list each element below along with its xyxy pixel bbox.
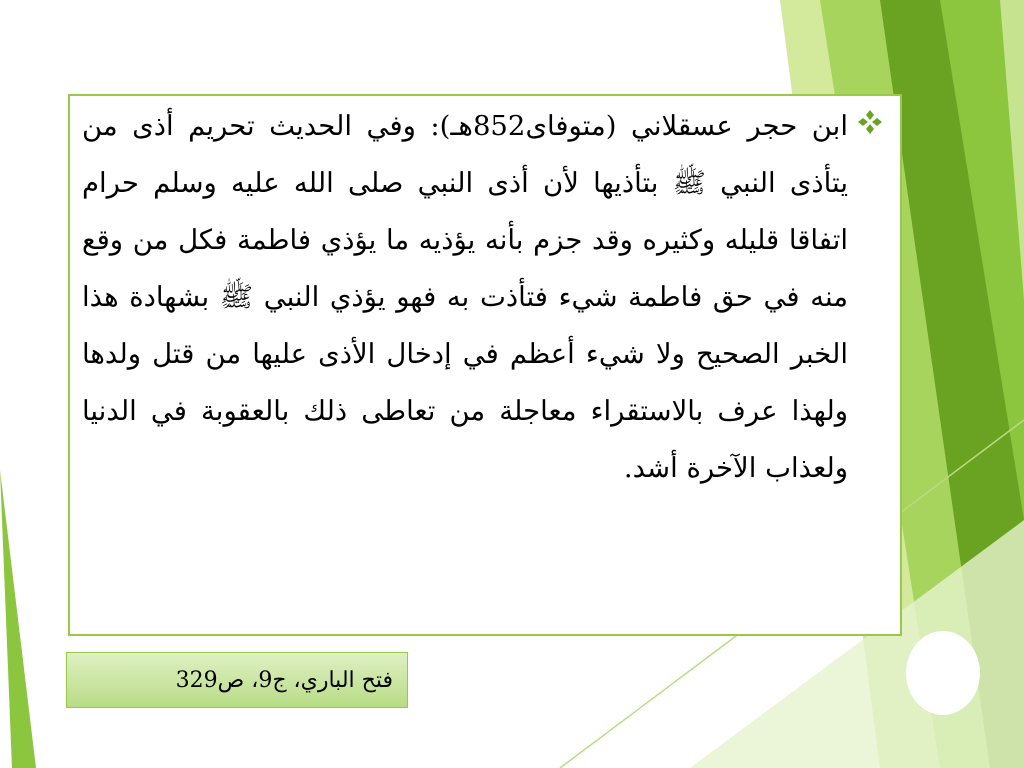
decorative-circle xyxy=(906,631,980,715)
reference-text: فتح الباري، ج9، ص329 xyxy=(175,667,393,693)
diamond-bullet-icon xyxy=(856,108,884,136)
content-box xyxy=(68,94,902,636)
bullet-item xyxy=(82,98,884,497)
body-paragraph: ابن حجر عسقلاني (متوفاى852هـ): وفي الحديث تحريم أذى من يتأذى النبي ﷺ بتأذيها لأن أذى النبي صلى الله عليه وسلم حرام اتفاقا قليله وكثيره وقد جزم بأنه يؤذيه ما يؤذي فاطمة فكل من وقع منه في حق فاطمة شيء فتأذت به فهو يؤذي النبي ﷺ بشهادة هذا الخبر الصحيح ولا شيء أعظم في إدخال الأذى عليها من قتل ولدها ولهذا عرف بالاستقراء معاجلة من تعاطى ذلك بالعقوبة في الدنيا ولعذاب الآخرة أشد. xyxy=(82,110,848,484)
left-green-stripe xyxy=(0,470,36,768)
reference-box xyxy=(66,652,408,708)
